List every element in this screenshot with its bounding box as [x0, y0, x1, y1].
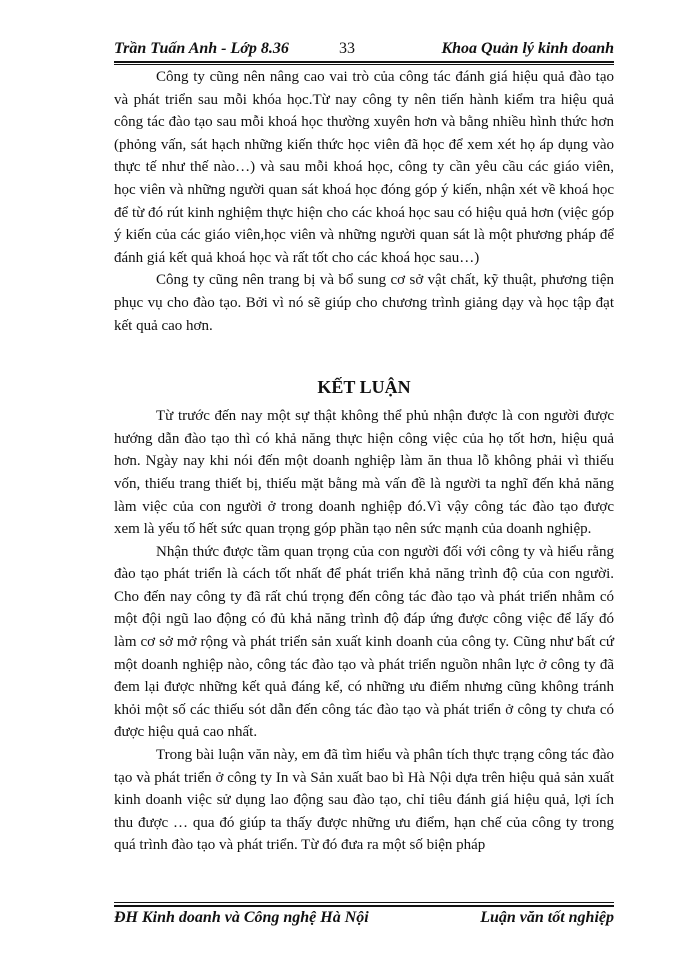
header-rule	[114, 61, 614, 63]
footer-university: ĐH Kinh doanh và Công nghệ Hà Nội	[114, 909, 369, 926]
footer-rule-thin	[114, 902, 614, 903]
section-heading-conclusion: KẾT LUẬN	[317, 377, 411, 398]
page-number: 33	[339, 40, 355, 57]
paragraph-conclusion-1: Từ trước đến nay một sự thật không thể phủ nhận được là con người được hướng dẫn đào tạo thì có khả năng thực hiện công việc của họ tốt hơn, hiệu quả hơn. Ngày nay khi nói đến một doanh nghiệp làm ăn thua lỗ không phải vì thiếu vốn, thiếu trang thiết bị, thiếu mặt bằng mà vấn đề là người ta nghĩ đến khả năng làm việc của con người ở trong doanh nghiệp đó.Vì vậy công tác đào tạo được xem là yếu tố hết sức quan trọng góp phần tạo nên sức mạnh của doanh nghiệp.	[114, 408, 614, 538]
section-gap	[114, 337, 614, 375]
header-faculty: Khoa Quản lý kinh doanh	[441, 40, 614, 57]
page-header	[114, 38, 614, 62]
body-text	[114, 66, 614, 857]
paragraph-evaluation: Công ty cũng nên nâng cao vai trò của công tác đánh giá hiệu quả đào tạo và phát triển sau mỗi khóa học.Từ nay công ty nên tiến hành kiểm tra hiệu quả công tác đào tạo sau mỗi khoá học thường xuyên hơn và bằng nhiều hình thức hơn (phỏng vấn, sát hạch những kiến thức học viên đã học để xem xét họ áp dụng vào thực tế như thế nào…) và sau mỗi khoá học, công ty cần yêu cầu các giáo viên, học viên và những người quan sát khoá học đóng góp ý kiến, nhận xét về khoá học để từ đó rút kinh nghiệm thực hiện cho các khoá học sau có hiệu quả hơn (việc góp ý kiến của các giáo viên,học viên và những người quan sát là một phương pháp để đánh giá kết quả khoá học và rất tốt cho các khoá học sau…)	[114, 69, 614, 266]
paragraph-conclusion-2: Nhận thức được tầm quan trọng của con người đối với công ty và hiểu rằng đào tạo phát triển là cách tốt nhất để phát triển khả năng trình độ của con người. Cho đến nay công ty đã rất chú trọng đến công tác đào tạo và phát triển nhằm có một đội ngũ lao động có đủ khả năng trình độ đáp ứng được công việc để lấy đó làm cơ sở mở rộng và phát triển sản xuất kinh doanh của công ty. Cũng như bất cứ một doanh nghiệp nào, công tác đào tạo và phát triển nguồn nhân lực ở công ty đã đem lại được những kết quả đáng kể, có những ưu điểm nhưng cũng không tránh khỏi một số các thiếu sót dẫn đến công tác đào tạo và phát triển ở công ty chưa có được hiệu quả cao nhất.	[114, 543, 614, 741]
header-author: Trần Tuấn Anh - Lớp 8.36	[114, 40, 289, 57]
footer-doc-type: Luận văn tốt nghiệp	[480, 909, 614, 926]
paragraph-conclusion-3: Trong bài luận văn này, em đã tìm hiểu và phân tích thực trạng công tác đào tạo và phát triển ở công ty In và Sản xuất bao bì Hà Nội dựa trên hiệu quả sản xuất kinh doanh việc sử dụng lao động sau đào tạo, chỉ tiêu đánh giá hiệu quả, lợi ích thu được … qua đó giúp ta thấy được những ưu điểm, hạn chế của công ty trong quá trình đào tạo và phát triển. Từ đó đưa ra một số biện pháp	[114, 747, 614, 854]
header-rule-thin	[114, 64, 614, 65]
page-footer	[114, 907, 614, 931]
paragraph-facilities: Công ty cũng nên trang bị và bổ sung cơ sở vật chất, kỹ thuật, phương tiện phục vụ cho đào tạo. Bởi vì nó sẽ giúp cho chương trình giảng dạy và học tập đạt kết quả cao hơn.	[114, 272, 614, 334]
